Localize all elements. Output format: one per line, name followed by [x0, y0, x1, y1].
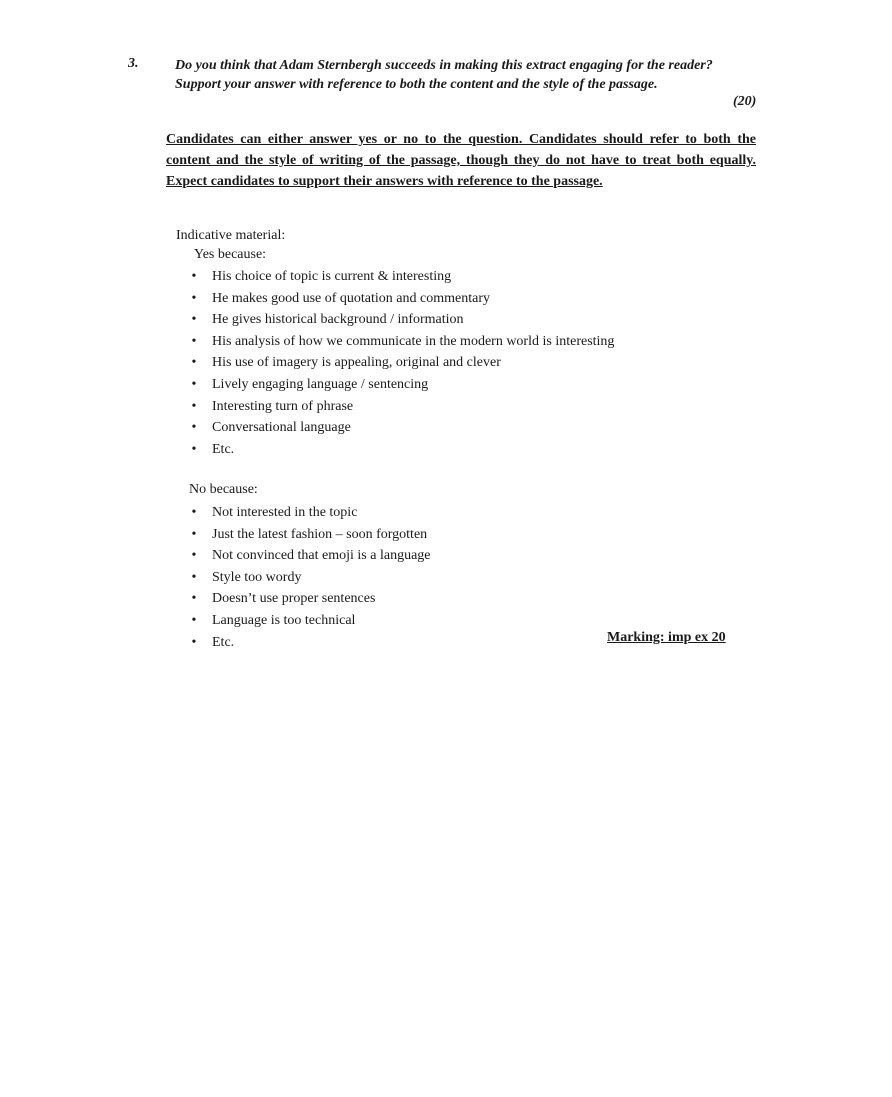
bullet-icon: •: [191, 376, 197, 392]
bullet-icon: •: [191, 420, 197, 436]
list-item-text: His choice of topic is current & interesting: [212, 269, 452, 284]
list-item-text: Not interested in the topic: [212, 505, 358, 520]
list-item-text: Just the latest fashion – soon forgotten: [212, 526, 428, 542]
list-item-text: He makes good use of quotation and commentary: [212, 290, 490, 306]
list-item-text: Doesn’t use proper sentences: [212, 591, 376, 607]
bullet-icon: •: [191, 333, 197, 349]
list-item-text: His use of imagery is appealing, original and clever: [212, 355, 501, 371]
list-item: [189, 610, 431, 632]
list-item: [189, 567, 431, 589]
list-item: [189, 331, 614, 353]
list-item: [189, 266, 614, 288]
list-item-text: Interesting turn of phrase: [212, 398, 354, 414]
bullet-icon: •: [191, 569, 197, 585]
bullet-icon: •: [191, 441, 197, 457]
list-item: [189, 588, 431, 610]
bullet-icon: •: [191, 548, 197, 564]
list-item-text: Lively engaging language / sentencing: [212, 376, 429, 392]
question-text: Do you think that Adam Sternbergh succeeds in making this extract engaging for the reader? Support your answer with reference to both the content and the style of the passage.: [175, 58, 713, 92]
list-item-text: His analysis of how we communicate in the modern world is interesting: [212, 333, 615, 349]
bullet-icon: •: [191, 269, 197, 284]
list-item: [189, 396, 614, 418]
bullet-icon: •: [191, 355, 197, 371]
bullet-icon: •: [191, 526, 197, 542]
marking-scheme: Marking: imp ex 20: [607, 630, 726, 645]
list-item-text: Etc.: [212, 441, 235, 457]
list-item: [189, 632, 431, 654]
no-heading: No because:: [189, 482, 258, 497]
bullet-icon: •: [191, 505, 197, 520]
question-number: 3.: [128, 56, 139, 71]
bullet-icon: •: [191, 591, 197, 607]
list-item: [189, 374, 614, 396]
list-item-text: Conversational language: [212, 420, 351, 436]
list-item: [189, 417, 614, 439]
question-marks: (20): [733, 94, 757, 109]
bullet-icon: •: [191, 290, 197, 306]
list-item: [189, 288, 614, 310]
indicative-material-label: Indicative material:: [176, 228, 286, 243]
list-item: [189, 352, 614, 374]
bullet-icon: •: [191, 398, 197, 414]
list-item: [189, 439, 614, 461]
list-item: [189, 502, 431, 524]
bullet-icon: •: [191, 634, 197, 650]
list-item-text: Language is too technical: [212, 612, 356, 628]
list-item-text: He gives historical background / information: [212, 312, 464, 328]
bullet-icon: •: [191, 312, 197, 328]
yes-heading: Yes because:: [194, 247, 267, 262]
yes-list: [189, 266, 614, 460]
no-list: [189, 502, 431, 653]
marking-instructions: Candidates can either answer yes or no to the question. Candidates should refer to both the content and the style of writing of the passage, though they do not have to treat both equally. Expect candidates to support their answers with reference to the passage.: [166, 132, 756, 189]
list-item: [189, 545, 431, 567]
list-item: [189, 309, 614, 331]
list-item-text: Not convinced that emoji is a language: [212, 548, 431, 564]
bullet-icon: •: [191, 612, 197, 628]
list-item: [189, 524, 431, 546]
list-item-text: Style too wordy: [212, 569, 302, 585]
list-item-text: Etc.: [212, 634, 235, 650]
